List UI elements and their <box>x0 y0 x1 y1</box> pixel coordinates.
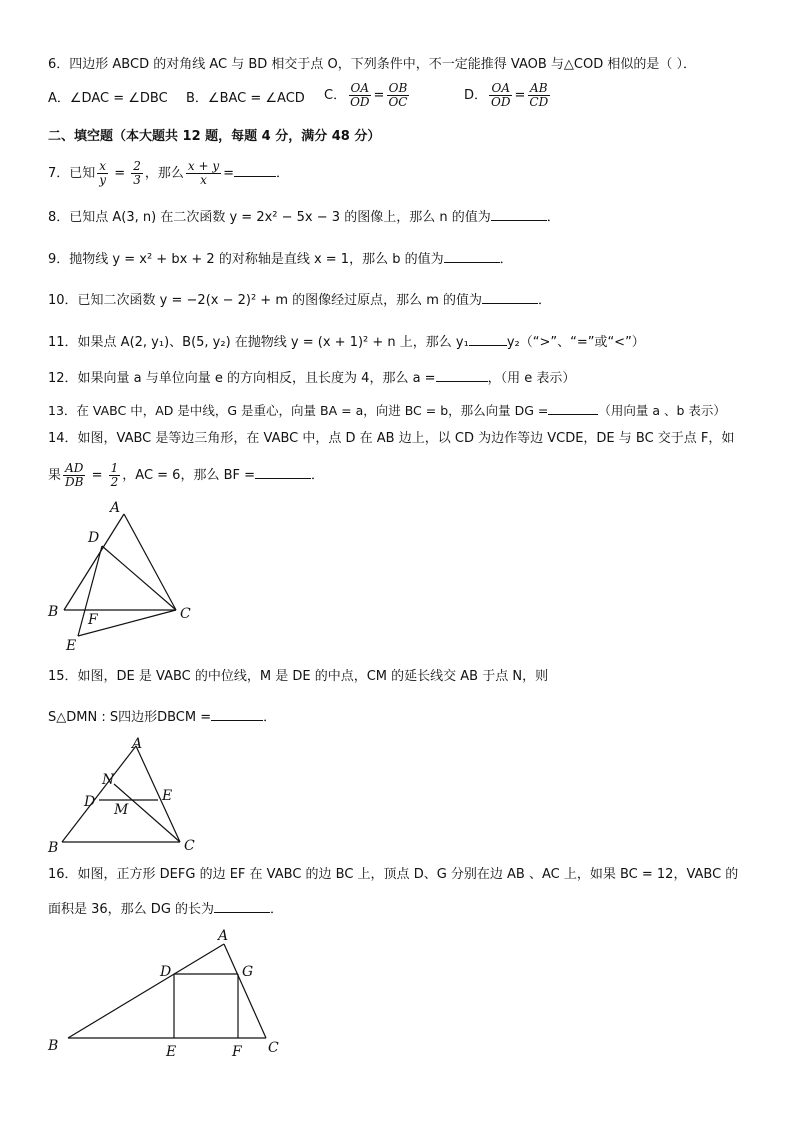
period: ． <box>546 210 560 225</box>
denominator: OC <box>388 95 408 109</box>
fraction <box>63 462 85 489</box>
label-a: A <box>132 736 143 752</box>
label-b: B <box>48 840 59 856</box>
question-6-option-a: A．∠DAC = ∠DBC <box>48 91 168 106</box>
question-14-line1: 14．如图，VABC 是等边三角形，在 VABC 中，点 D 在 AB 边上，以 CD 为边作等边 VCDE，DE 与 BC 交于点 F，如 <box>48 431 735 446</box>
question-6-option-c: C． $\frac{OA}{OD}$ = $\frac{OB}{OC}$ <box>324 81 408 109</box>
question-13 <box>48 400 726 420</box>
denominator: 2 <box>110 475 119 489</box>
fraction <box>186 160 221 187</box>
period: ． <box>538 293 552 308</box>
question-15-line2 <box>48 706 276 727</box>
segment-ab <box>68 944 224 1038</box>
q10-text: 10．已知二次函数 y = −2(x − 2)² + m 的图像经过原点，那么 m 的值为 <box>48 293 483 308</box>
question-15-line1: 15．如图，DE 是 VABC 的中位线，M 是 DE 的中点，CM 的延长线交 AB 于点 N，则 <box>48 669 549 684</box>
period: ． <box>276 166 290 181</box>
question-16-line1: 16．如图，正方形 DEFG 的边 EF 在 VABC 的边 BC 上，顶点 D、G 分别在边 AB 、AC 上，如果 BC = 12，VABC 的 <box>48 867 739 882</box>
denominator: x <box>200 173 207 187</box>
fraction <box>489 82 512 109</box>
numerator: OA <box>491 81 510 95</box>
question-12 <box>48 367 575 388</box>
figure-14 <box>40 496 210 658</box>
answer-blank[interactable] <box>469 331 507 346</box>
q11-post: y₂（“>”、“=”或“<”） <box>506 335 645 350</box>
q12-pre: 12．如果向量 a 与单位向量 e 的方向相反，且长度为 4，那么 a = <box>48 371 436 386</box>
q8-text: 8．已知点 A(3, n) 在二次函数 y = 2x² − 5x − 3 的图像上，那么 n 的值为 <box>48 210 491 225</box>
label-n: N <box>102 772 115 788</box>
question-11 <box>48 331 645 352</box>
answer-blank[interactable] <box>234 162 276 177</box>
fraction <box>386 82 409 109</box>
label-c: C <box>268 1040 279 1056</box>
segment-ac <box>224 944 266 1038</box>
q13-post: （用向量 a 、b 表示） <box>598 403 726 418</box>
denominator: CD <box>529 95 549 109</box>
q7-mid: ，那么 <box>144 166 184 181</box>
option-c-label: C． <box>324 88 347 103</box>
q12-post: ，（用 e 表示） <box>487 371 576 386</box>
label-e: E <box>162 788 173 804</box>
label-b: B <box>48 604 59 620</box>
question-6-stem: 6．四边形 ABCD 的对角线 AC 与 BD 相交于点 O，下列条件中，不一定能推得 VAOB 与△COD 相似的是（ ）． <box>48 57 696 72</box>
section-title: 二、填空题（本大题共 12 题，每题 4 分，满分 48 分） <box>48 129 381 144</box>
label-m: M <box>114 802 129 818</box>
question-7 <box>48 160 289 187</box>
period: ． <box>311 468 325 483</box>
label-a: A <box>218 928 229 944</box>
period: ． <box>270 902 284 917</box>
question-8 <box>48 206 560 227</box>
q13-pre: 13．在 VABC 中，AD 是中线，G 是重心，向量 BA = a，向进 BC = b，那么向量 DG = <box>48 403 549 418</box>
numerator: AB <box>530 81 548 95</box>
q7-pre: 7．已知 <box>48 166 96 181</box>
fraction <box>97 160 108 187</box>
denominator: DB <box>65 475 84 489</box>
answer-blank[interactable] <box>548 400 598 415</box>
answer-blank[interactable] <box>436 367 488 382</box>
period: ． <box>263 710 277 725</box>
q7-post: = <box>223 166 235 181</box>
q14-mid: ，AC = 6，那么 BF = <box>122 468 256 483</box>
answer-blank[interactable] <box>255 464 311 479</box>
q14-eq: = <box>87 468 107 483</box>
answer-blank[interactable] <box>214 898 270 913</box>
label-c: C <box>180 606 191 622</box>
fraction <box>109 462 121 489</box>
denominator: 3 <box>133 173 141 187</box>
question-10 <box>48 289 551 310</box>
fraction <box>527 82 550 109</box>
question-6-option-d: D． $\frac{OA}{OD}$ = $\frac{AB}{CD}$ <box>464 81 549 109</box>
q7-eq: = <box>110 166 130 181</box>
option-d-label: D． <box>464 88 488 103</box>
q14-pre: 果 <box>48 468 62 483</box>
label-g: G <box>242 964 254 980</box>
segment-dc <box>102 546 176 610</box>
label-e: E <box>166 1044 177 1060</box>
numerator: 2 <box>133 159 141 173</box>
question-9 <box>48 248 513 269</box>
denominator: y <box>99 173 107 187</box>
figure-16 <box>40 922 300 1062</box>
segment-ac <box>136 746 180 842</box>
q11-pre: 11．如果点 A(2, y₁)、B(5, y₂) 在抛物线 y = (x + 1)² + n 上，那么 y₁ <box>48 335 469 350</box>
q9-text: 9．抛物线 y = x² + bx + 2 的对称轴是直线 x = 1，那么 b 的值为 <box>48 252 444 267</box>
q15-ratio: S△DMN : S四边形DBCM = <box>48 710 212 725</box>
label-d: D <box>160 964 172 980</box>
figure-15 <box>40 734 210 858</box>
question-6-option-b: B．∠BAC = ∠ACD <box>186 91 305 106</box>
question-14-line2 <box>48 462 324 489</box>
numerator: x + y <box>187 159 220 173</box>
denominator: OD <box>491 95 511 109</box>
label-d: D <box>84 794 96 810</box>
numerator: OB <box>388 81 408 95</box>
label-b: B <box>48 1038 59 1054</box>
label-d: D <box>88 530 100 546</box>
numerator: OA <box>350 81 370 95</box>
segment-ab <box>64 514 124 610</box>
segment-ac <box>124 514 176 610</box>
numerator: x <box>99 159 107 173</box>
question-16-line2 <box>48 898 283 919</box>
label-f: F <box>232 1044 242 1060</box>
numerator: AD <box>65 461 84 475</box>
period: ． <box>499 252 513 267</box>
fraction <box>348 82 371 109</box>
answer-blank[interactable] <box>482 289 538 304</box>
answer-blank[interactable] <box>491 206 547 221</box>
denominator: OD <box>350 95 370 109</box>
label-e: E <box>66 638 77 654</box>
numerator: 1 <box>110 461 119 475</box>
label-a: A <box>110 500 121 516</box>
answer-blank[interactable] <box>211 706 263 721</box>
fraction <box>131 160 143 187</box>
label-f: F <box>88 612 98 628</box>
label-c: C <box>184 838 195 854</box>
answer-blank[interactable] <box>444 248 500 263</box>
q16-text: 面积是 36，那么 DG 的长为 <box>48 902 215 917</box>
